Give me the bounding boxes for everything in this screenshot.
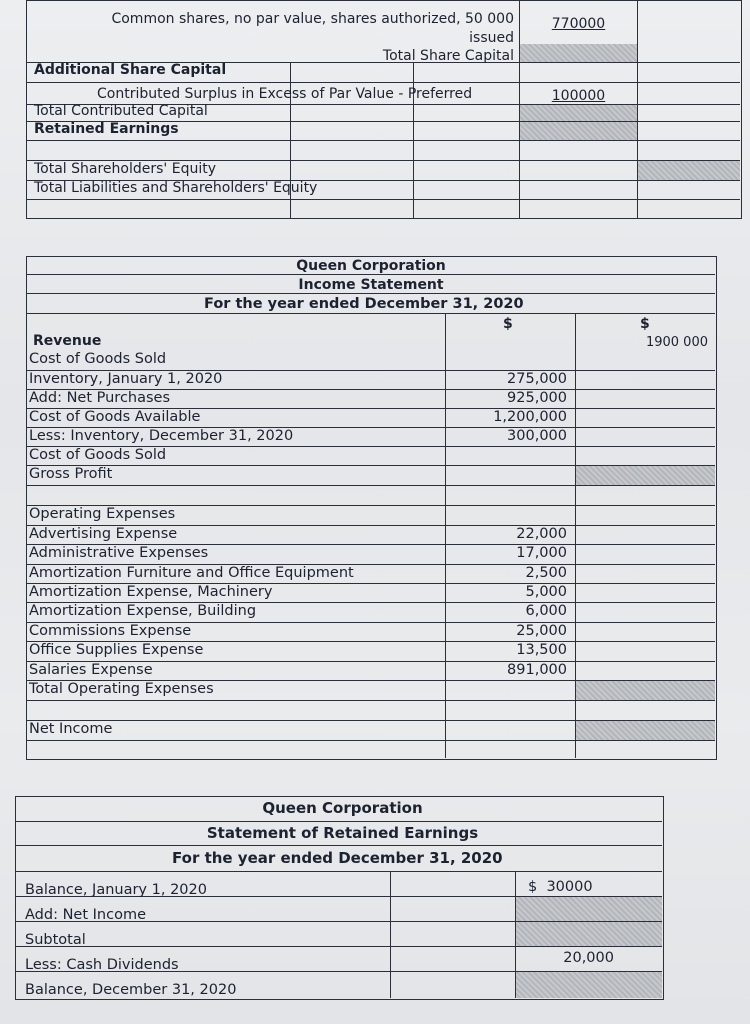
common-shares-issued: issued <box>469 30 514 46</box>
opex-row-label: Office Supplies Expense <box>29 642 204 658</box>
shaded-cell <box>516 897 662 921</box>
grid-line <box>26 82 740 83</box>
cogs-row-amount: 1,200,000 <box>493 409 567 425</box>
opex-row-label: Administrative Expenses <box>29 545 209 561</box>
opex-row-label: Amortization Expense, Machinery <box>29 584 273 600</box>
grid-line <box>26 700 715 701</box>
shaded-cell <box>638 161 740 180</box>
revenue-amount: 1900 000 <box>645 335 708 350</box>
common-shares-amount: 770000 <box>551 16 606 32</box>
common-shares-label: Common shares, no par value, shares authorized, 50 000 <box>111 11 514 27</box>
cogs-row-label: Less: Inventory, December 31, 2020 <box>29 428 294 444</box>
shaded-cell <box>576 721 715 740</box>
grid-line <box>637 0 638 218</box>
shaded-cell <box>516 922 662 946</box>
shaded-cell <box>576 681 715 700</box>
grid-line <box>15 845 662 846</box>
retained-earnings-label: Retained Earnings <box>34 121 179 137</box>
currency-symbol-col1: $ <box>503 316 513 332</box>
total-share-capital-label: Total Share Capital <box>382 48 514 64</box>
opex-row-amount: 22,000 <box>516 526 567 542</box>
total-opex-row-label: Total Operating Expenses <box>29 681 214 697</box>
shaded-cell <box>520 122 637 140</box>
grid-line <box>445 313 446 758</box>
re-subtotal-label: Subtotal <box>25 932 86 948</box>
contributed-surplus-amount: 100000 <box>551 88 606 104</box>
total-contributed-capital-label: Total Contributed Capital <box>34 103 208 119</box>
shaded-cell <box>520 44 637 62</box>
additional-share-capital-label: Additional Share Capital <box>34 62 227 78</box>
cogs-total-row-label: Cost of Goods Sold <box>29 447 167 463</box>
re-period: For the year ended December 31, 2020 <box>172 849 503 867</box>
income-company-name: Queen Corporation <box>296 258 446 274</box>
total-liabilities-equity-label: Total Liabilities and Shareholders' Equity <box>34 180 318 196</box>
cogs-row-amount: 300,000 <box>507 428 567 444</box>
re-less-dividends-label: Less: Cash Dividends <box>25 957 179 973</box>
opex-row-amount: 891,000 <box>507 662 567 678</box>
grid-line <box>390 871 391 998</box>
opex-row-amount: 17,000 <box>516 545 567 561</box>
cogs-row-amount: 275,000 <box>507 371 567 387</box>
net-income-row-label: Net Income <box>29 721 113 737</box>
opex-row-amount: 6,000 <box>525 603 567 619</box>
grid-line <box>15 946 662 947</box>
grid-line <box>26 140 740 141</box>
opex-row-amount: 13,500 <box>516 642 567 658</box>
opex-row-label: Salaries Expense <box>29 662 153 678</box>
grid-line <box>26 485 715 486</box>
re-company-name: Queen Corporation <box>262 799 423 817</box>
opex-row-label: Advertising Expense <box>29 526 178 542</box>
cogs-header-label: Cost of Goods Sold <box>29 351 167 367</box>
opex-row-label: Commissions Expense <box>29 623 192 639</box>
currency-symbol-col2: $ <box>640 316 650 332</box>
re-balance-jan-amount: $ 30000 <box>528 879 593 895</box>
cogs-row-label: Inventory, January 1, 2020 <box>29 371 223 387</box>
shaded-cell <box>516 972 662 998</box>
opex-header-label: Operating Expenses <box>29 506 176 522</box>
re-dividends-amount: 20,000 <box>563 950 614 966</box>
opex-row-amount: 5,000 <box>525 584 567 600</box>
opex-row-label: Amortization Expense, Building <box>29 603 257 619</box>
cogs-row-label: Add: Net Purchases <box>29 390 171 406</box>
grid-line <box>26 740 715 741</box>
grid-line <box>26 313 715 314</box>
gross-profit-row-label: Gross Profit <box>29 466 113 482</box>
grid-line <box>15 871 662 872</box>
total-shareholders-equity-label: Total Shareholders' Equity <box>34 161 216 177</box>
opex-row-amount: 25,000 <box>516 623 567 639</box>
revenue-label: Revenue <box>33 333 102 349</box>
re-balance-jan-label: Balance, January 1, 2020 <box>25 882 207 898</box>
contributed-surplus-label: Contributed Surplus in Excess of Par Value - Preferred <box>97 86 473 102</box>
shaded-cell <box>520 105 637 121</box>
grid-line <box>26 199 740 200</box>
shaded-cell <box>576 466 715 485</box>
income-statement-title: Income Statement <box>298 277 444 293</box>
re-statement-title: Statement of Retained Earnings <box>206 824 479 842</box>
opex-row-label: Amortization Furniture and Office Equipment <box>29 565 354 581</box>
income-period: For the year ended December 31, 2020 <box>204 296 524 312</box>
opex-row-amount: 2,500 <box>525 565 567 581</box>
re-balance-dec-label: Balance, December 31, 2020 <box>25 982 237 998</box>
cogs-row-label: Cost of Goods Available <box>29 409 201 425</box>
re-add-net-income-label: Add: Net Income <box>25 907 146 923</box>
cogs-row-amount: 925,000 <box>507 390 567 406</box>
grid-line <box>15 821 662 822</box>
